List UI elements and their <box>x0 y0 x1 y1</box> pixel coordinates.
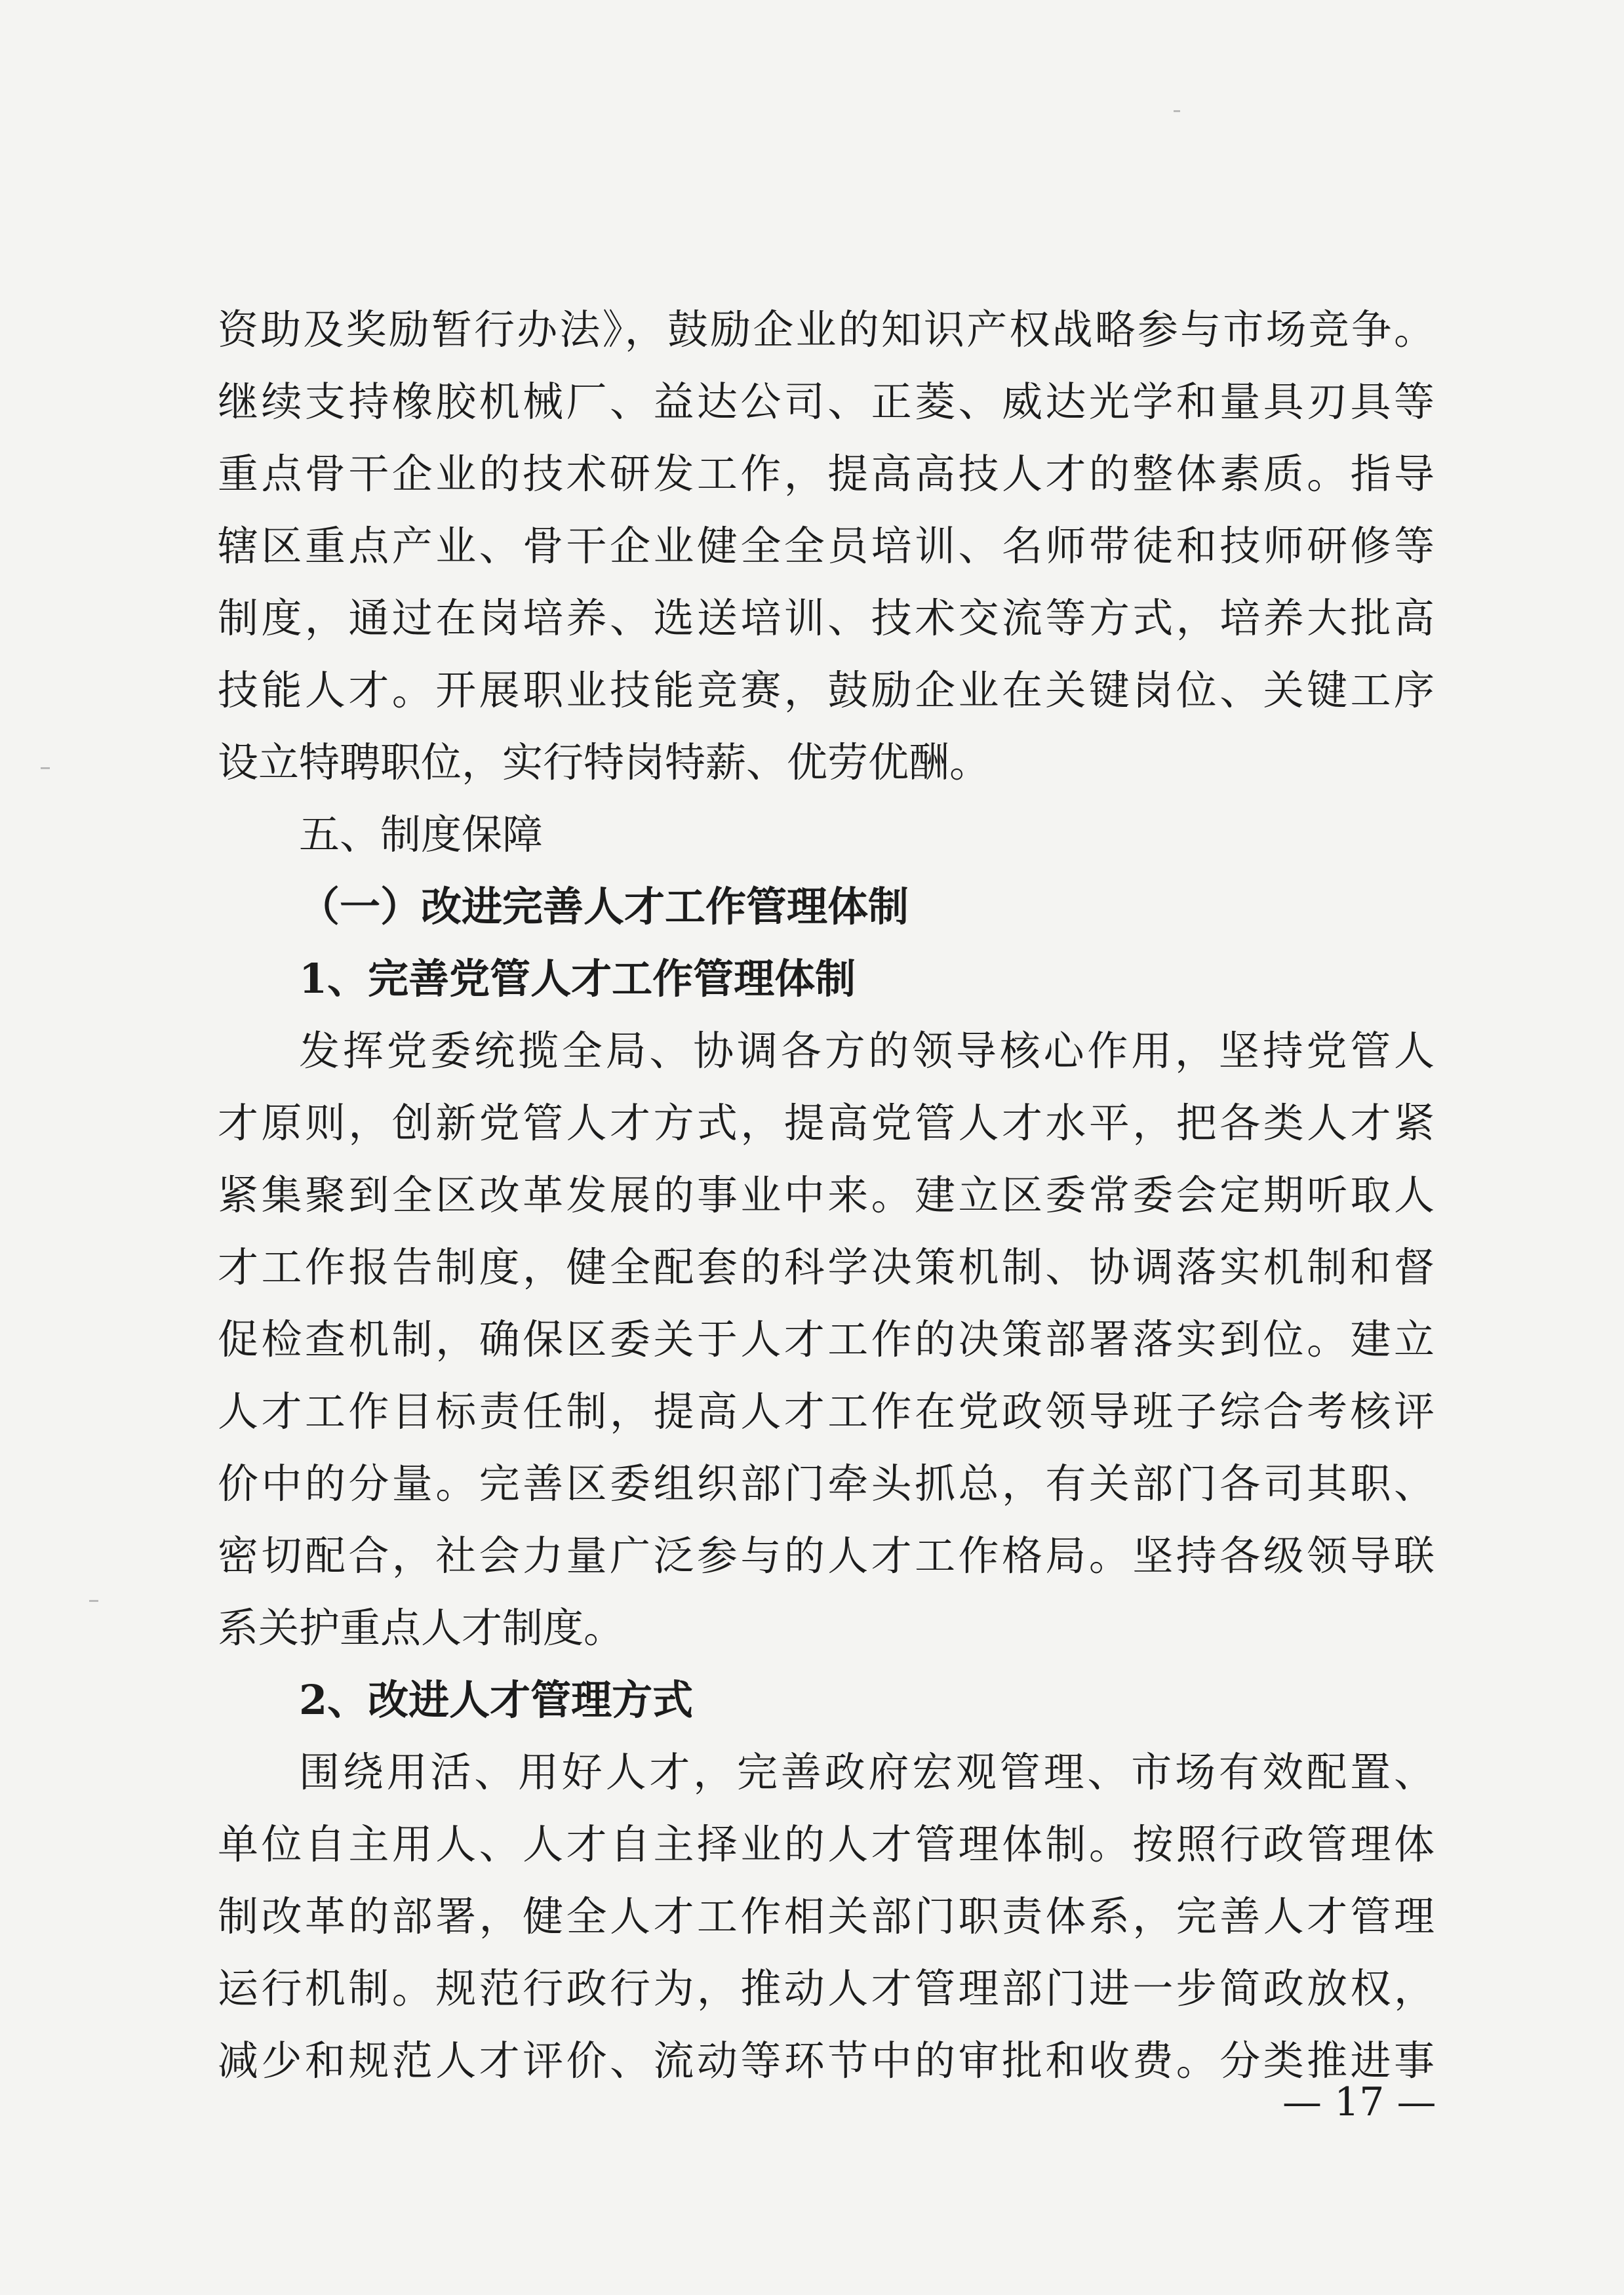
paragraph-line: 密切配合，社会力量广泛参与的人才工作格局。坚持各级领导联 <box>218 1532 1435 1580</box>
scan-artifact-mark <box>1174 110 1180 112</box>
paragraph-line: 单位自主用人、人才自主择业的人才管理体制。按照行政管理体 <box>218 1820 1435 1868</box>
paragraph-line: 围绕用活、用好人才，完善政府宏观管理、市场有效配置、 <box>299 1748 1435 1796</box>
paragraph-line: 制改革的部署，健全人才工作相关部门职责体系，完善人才管理 <box>218 1892 1435 1940</box>
paragraph-line: 人才工作目标责任制，提高人才工作在党政领导班子综合考核评 <box>218 1387 1435 1435</box>
paragraph-line: 资助及奖励暂行办法》，鼓励企业的知识产权战略参与市场竞争。 <box>218 306 1435 353</box>
paragraph-line: 技能人才。开展职业技能竞赛，鼓励企业在关键岗位、关键工序 <box>218 666 1435 714</box>
body-text <box>218 294 1435 2097</box>
scan-artifact-mark <box>89 1600 98 1602</box>
scan-artifact-mark <box>41 767 50 769</box>
paragraph-line: 才原则，创新党管人才方式，提高党管人才水平，把各类人才紧 <box>218 1099 1435 1147</box>
paragraph-line: 继续支持橡胶机械厂、益达公司、正菱、威达光学和量具刃具等 <box>218 378 1435 426</box>
paragraph-line: 重点骨干企业的技术研发工作，提高高技人才的整体素质。指导 <box>218 450 1435 498</box>
paragraph-line: 才工作报告制度，健全配套的科学决策机制、协调落实机制和督 <box>218 1243 1435 1291</box>
paragraph-line: 发挥党委统揽全局、协调各方的领导核心作用，坚持党管人 <box>299 1027 1435 1075</box>
subsection-heading: （一）改进完善人才工作管理体制 <box>299 883 909 930</box>
paragraph-line: 设立特聘职位，实行特岗特薪、优劳优酬。 <box>218 738 991 786</box>
paragraph-line: 制度，通过在岗培养、选送培训、技术交流等方式，培养大批高 <box>218 594 1435 642</box>
paragraph-line: 系关护重点人才制度。 <box>218 1604 625 1652</box>
paragraph-line: 辖区重点产业、骨干企业健全全员培训、名师带徒和技师研修等 <box>218 522 1435 570</box>
item-heading: 1、完善党管人才工作管理体制 <box>299 955 856 1003</box>
section-heading: 五、制度保障 <box>299 810 544 858</box>
paragraph-line: 运行机制。规范行政行为，推动人才管理部门进一步简政放权， <box>218 1965 1435 2012</box>
item-heading: 2、改进人才管理方式 <box>299 1676 694 1724</box>
paragraph-line: 减少和规范人才评价、流动等环节中的审批和收费。分类推进事 <box>218 2037 1435 2085</box>
paragraph-line: 促检查机制，确保区委关于人才工作的决策部署落实到位。建立 <box>218 1315 1435 1363</box>
page-number: — 17 — <box>1282 2079 1436 2125</box>
paragraph-line: 紧集聚到全区改革发展的事业中来。建立区委常委会定期听取人 <box>218 1171 1435 1219</box>
paragraph-line: 价中的分量。完善区委组织部门牵头抓总，有关部门各司其职、 <box>218 1460 1435 1507</box>
